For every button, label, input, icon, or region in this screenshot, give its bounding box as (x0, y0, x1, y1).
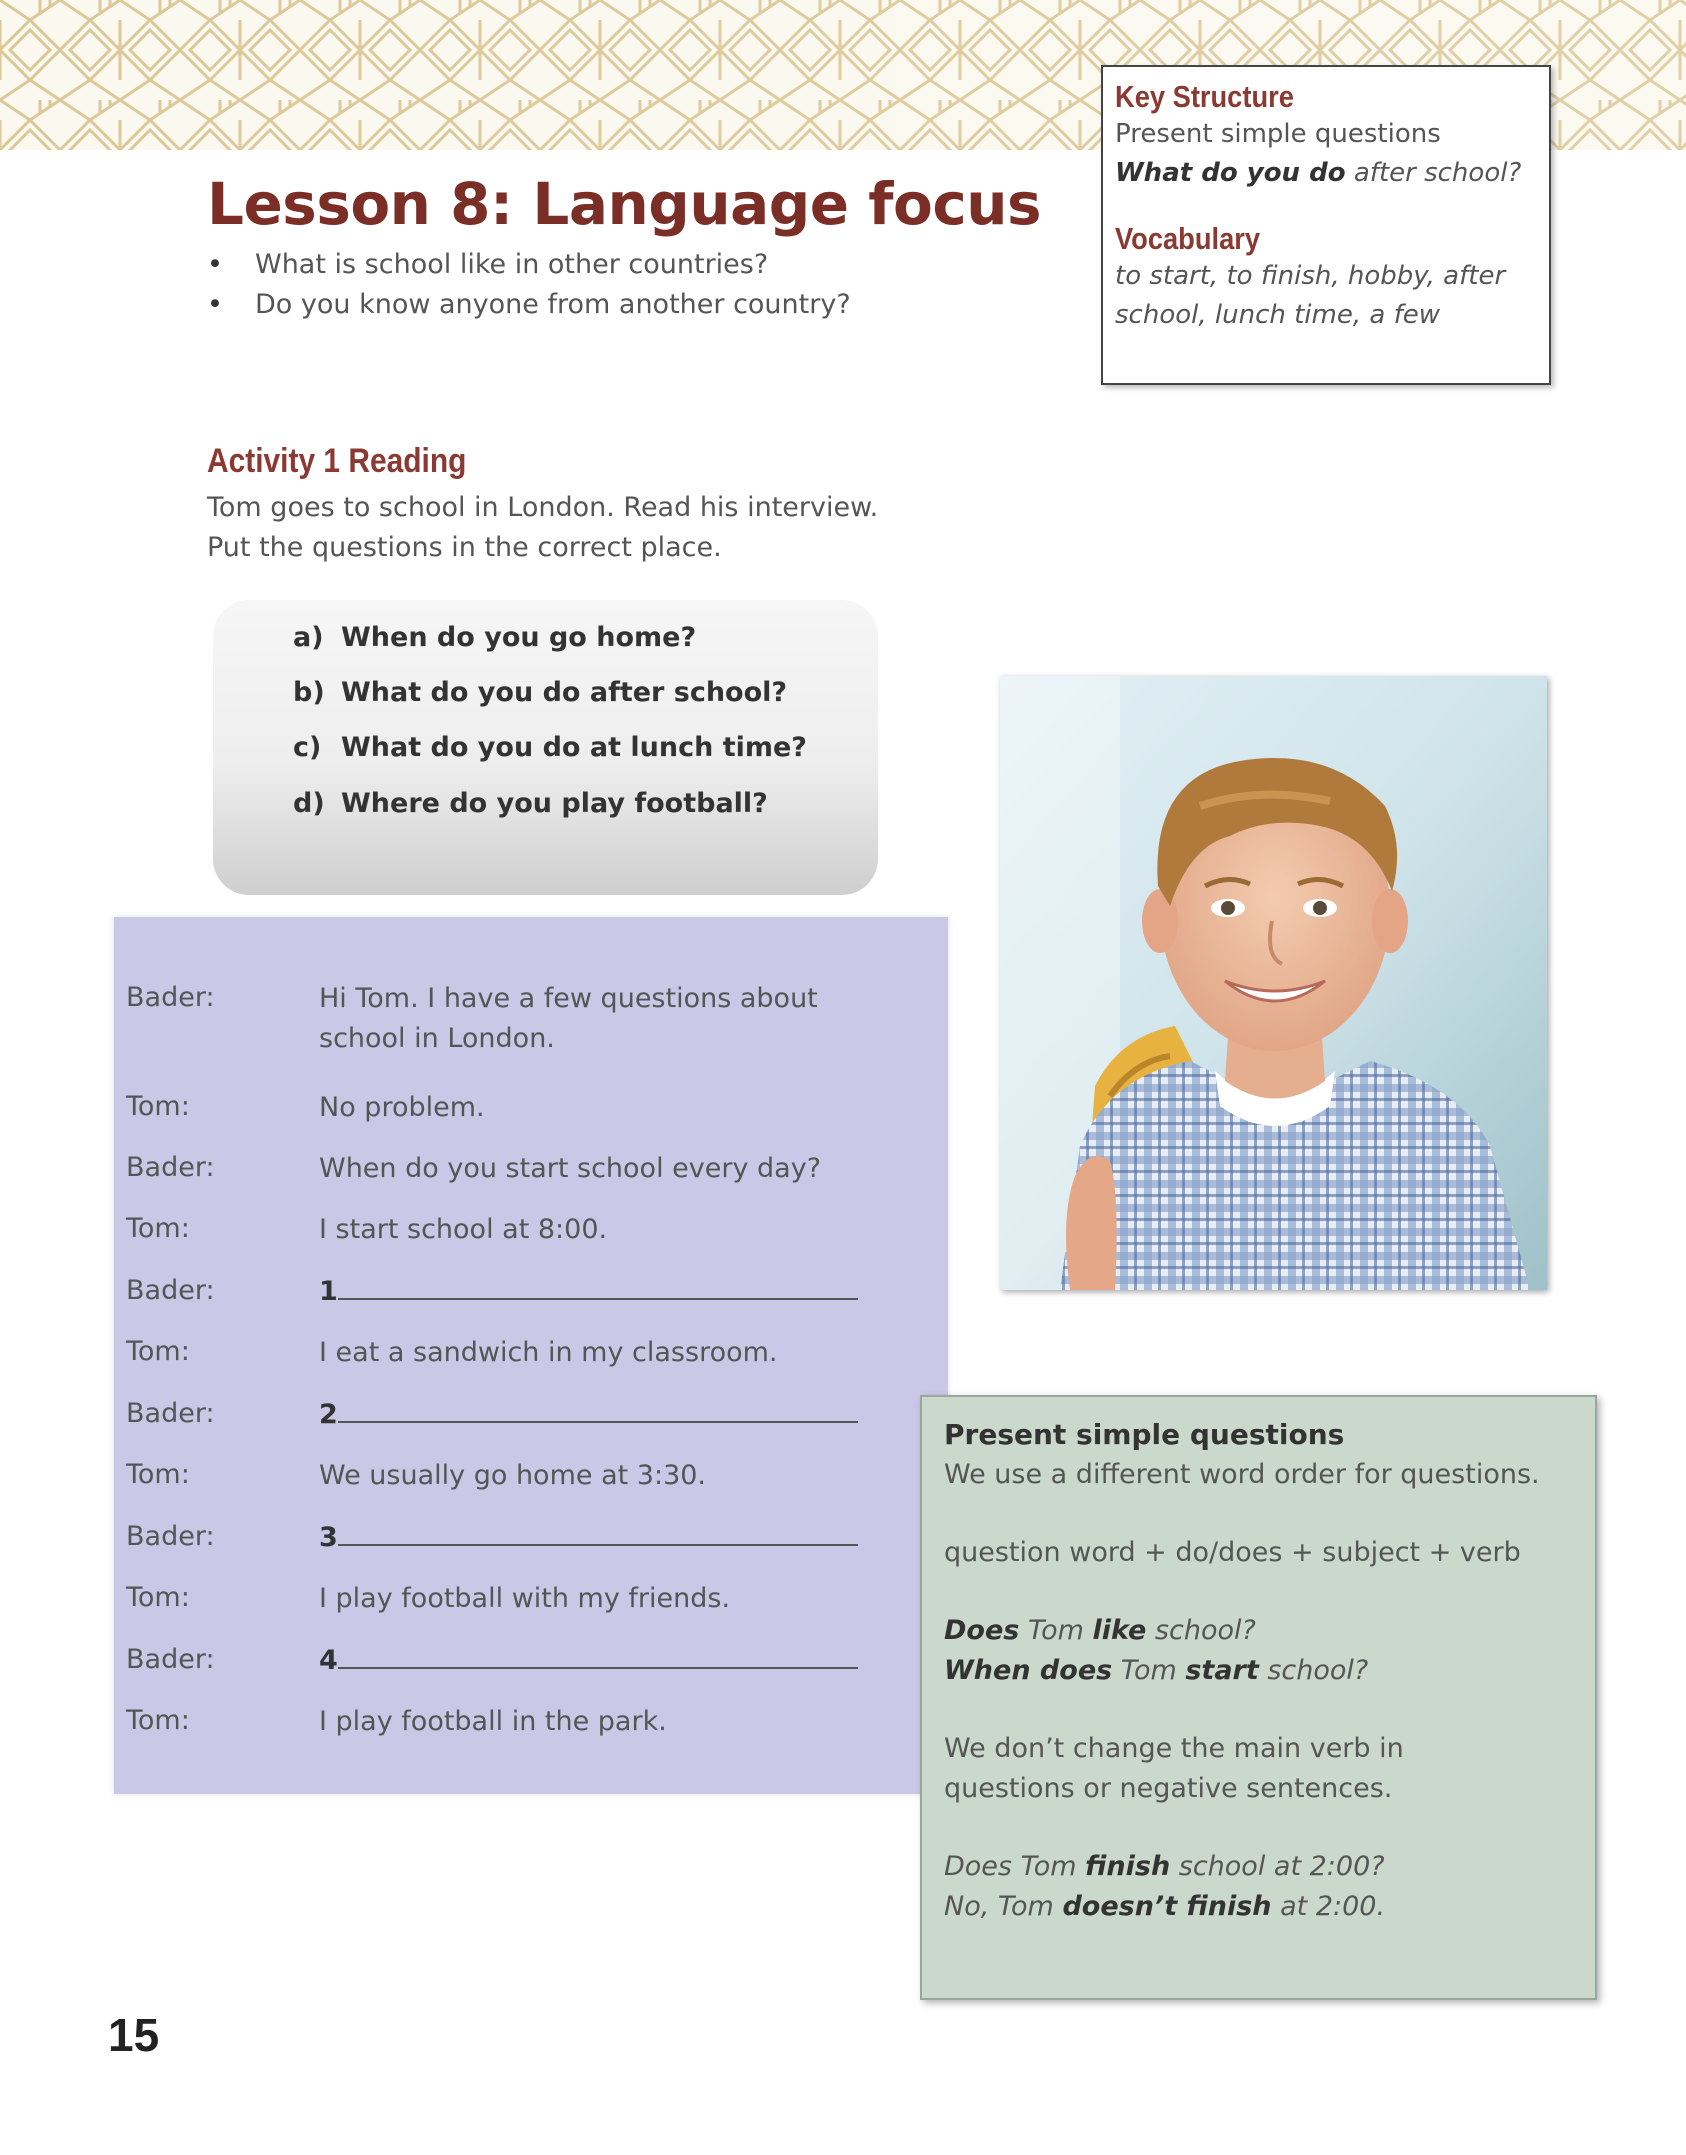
grammar-example (944, 1887, 1573, 1927)
vocabulary-line: to start, to finish, hobby, after (1115, 261, 1506, 291)
question-option (293, 622, 696, 653)
example-part: at 2:00. (1271, 1891, 1386, 1922)
example-part: doesn’t finish (1062, 1891, 1272, 1922)
example-part: Does Tom (944, 1851, 1086, 1882)
option-letter: a) (293, 622, 324, 653)
grammar-example (944, 1651, 1573, 1691)
speaker-label: Tom: (126, 1213, 190, 1244)
example-part: school at 2:00? (1170, 1851, 1385, 1882)
grammar-example (944, 1611, 1573, 1651)
speaker-label: Tom: (126, 1459, 190, 1490)
page-number: 15 (108, 2009, 160, 2061)
option-text: When do you go home? (341, 622, 697, 653)
activity-instructions (207, 488, 967, 568)
example-part: No, Tom (944, 1891, 1063, 1922)
blank-line[interactable] (338, 1641, 858, 1669)
dialogue-text: I eat a sandwich in my classroom. (319, 1337, 778, 1368)
blank-line[interactable] (338, 1272, 858, 1300)
interview-dialogue (114, 917, 948, 1794)
example-part: like (1092, 1615, 1147, 1646)
option-text: What do you do at lunch time? (341, 732, 807, 763)
grammar-example (944, 1847, 1573, 1887)
example-part: finish (1085, 1851, 1171, 1882)
option-text: Where do you play football? (341, 788, 768, 819)
option-letter: d) (293, 788, 325, 819)
example-part: Tom (1019, 1615, 1093, 1646)
dialogue-text: I start school at 8:00. (319, 1214, 608, 1245)
speaker-label: Bader: (126, 1275, 215, 1306)
example-part: school? (1146, 1615, 1256, 1646)
dialogue-text: No problem. (319, 1092, 485, 1123)
speaker-label: Bader: (126, 1152, 215, 1183)
vocabulary-heading: Vocabulary (1115, 221, 1261, 256)
example-part: start (1185, 1655, 1259, 1686)
question-option (293, 732, 807, 763)
grammar-formula: question word + do/does + subject + verb (944, 1537, 1521, 1568)
answer-blank[interactable] (319, 1272, 939, 1312)
example-part: Does (944, 1615, 1020, 1646)
speaker-label: Tom: (126, 1091, 190, 1122)
key-structure-text: Present simple questions (1115, 119, 1441, 149)
example-part: Tom (1112, 1655, 1186, 1686)
vocabulary-line: school, lunch time, a few (1115, 300, 1440, 330)
option-text: What do you do after school? (341, 677, 788, 708)
answer-blank[interactable] (319, 1641, 939, 1681)
key-structure-heading: Key Structure (1115, 79, 1294, 114)
instruction-line: Put the questions in the correct place. (207, 532, 722, 563)
grammar-rule: questions or negative sentences. (944, 1773, 1393, 1804)
blank-line[interactable] (338, 1518, 858, 1546)
speaker-label: Bader: (126, 1644, 215, 1675)
key-structure-example-rest: after school? (1345, 158, 1522, 188)
example-part: When does (944, 1655, 1113, 1686)
lesson-title: Lesson 8: Language focus (207, 170, 1042, 238)
dialogue-text: We usually go home at 3:30. (319, 1460, 707, 1491)
option-letter: c) (293, 732, 322, 763)
dialogue-text: When do you start school every day? (319, 1153, 822, 1184)
activity-heading: Activity 1 Reading (207, 442, 467, 480)
speaker-label: Tom: (126, 1336, 190, 1367)
dialogue-text: school in London. (319, 1023, 555, 1054)
speaker-label: Tom: (126, 1582, 190, 1613)
dialogue-line (319, 979, 939, 1059)
blank-number: 3 (319, 1522, 338, 1553)
instruction-line: Tom goes to school in London. Read his interview. (207, 492, 879, 523)
blank-number: 4 (319, 1645, 338, 1676)
key-structure-example-bold: What do you do (1115, 158, 1346, 188)
answer-blank[interactable] (319, 1518, 939, 1558)
intro-question: • What is school like in other countries? (205, 245, 925, 285)
blank-line[interactable] (338, 1395, 858, 1423)
intro-questions (205, 245, 925, 325)
blank-number: 2 (319, 1399, 338, 1430)
speaker-label: Bader: (126, 982, 215, 1013)
question-option (293, 677, 787, 708)
question-options-box (213, 600, 878, 895)
speaker-label: Bader: (126, 1398, 215, 1429)
grammar-rule: We don’t change the main verb in (944, 1733, 1404, 1764)
dialogue-text: I play football with my friends. (319, 1583, 731, 1614)
grammar-text: We use a different word order for questions. (944, 1459, 1540, 1490)
speaker-label: Tom: (126, 1705, 190, 1736)
intro-question: • Do you know anyone from another country? (205, 285, 925, 325)
speaker-label: Bader: (126, 1521, 215, 1552)
example-part: school? (1258, 1655, 1369, 1686)
option-letter: b) (293, 677, 325, 708)
answer-blank[interactable] (319, 1395, 939, 1435)
dialogue-text: Hi Tom. I have a few questions about (319, 983, 818, 1014)
grammar-title: Present simple questions (944, 1418, 1345, 1451)
key-structure-box (1101, 65, 1551, 385)
grammar-box (920, 1395, 1597, 2000)
key-structure-example (1115, 154, 1537, 193)
dialogue-text: I play football in the park. (319, 1706, 667, 1737)
question-option (293, 788, 768, 819)
blank-number: 1 (319, 1276, 338, 1307)
student-photo (1000, 676, 1547, 1290)
